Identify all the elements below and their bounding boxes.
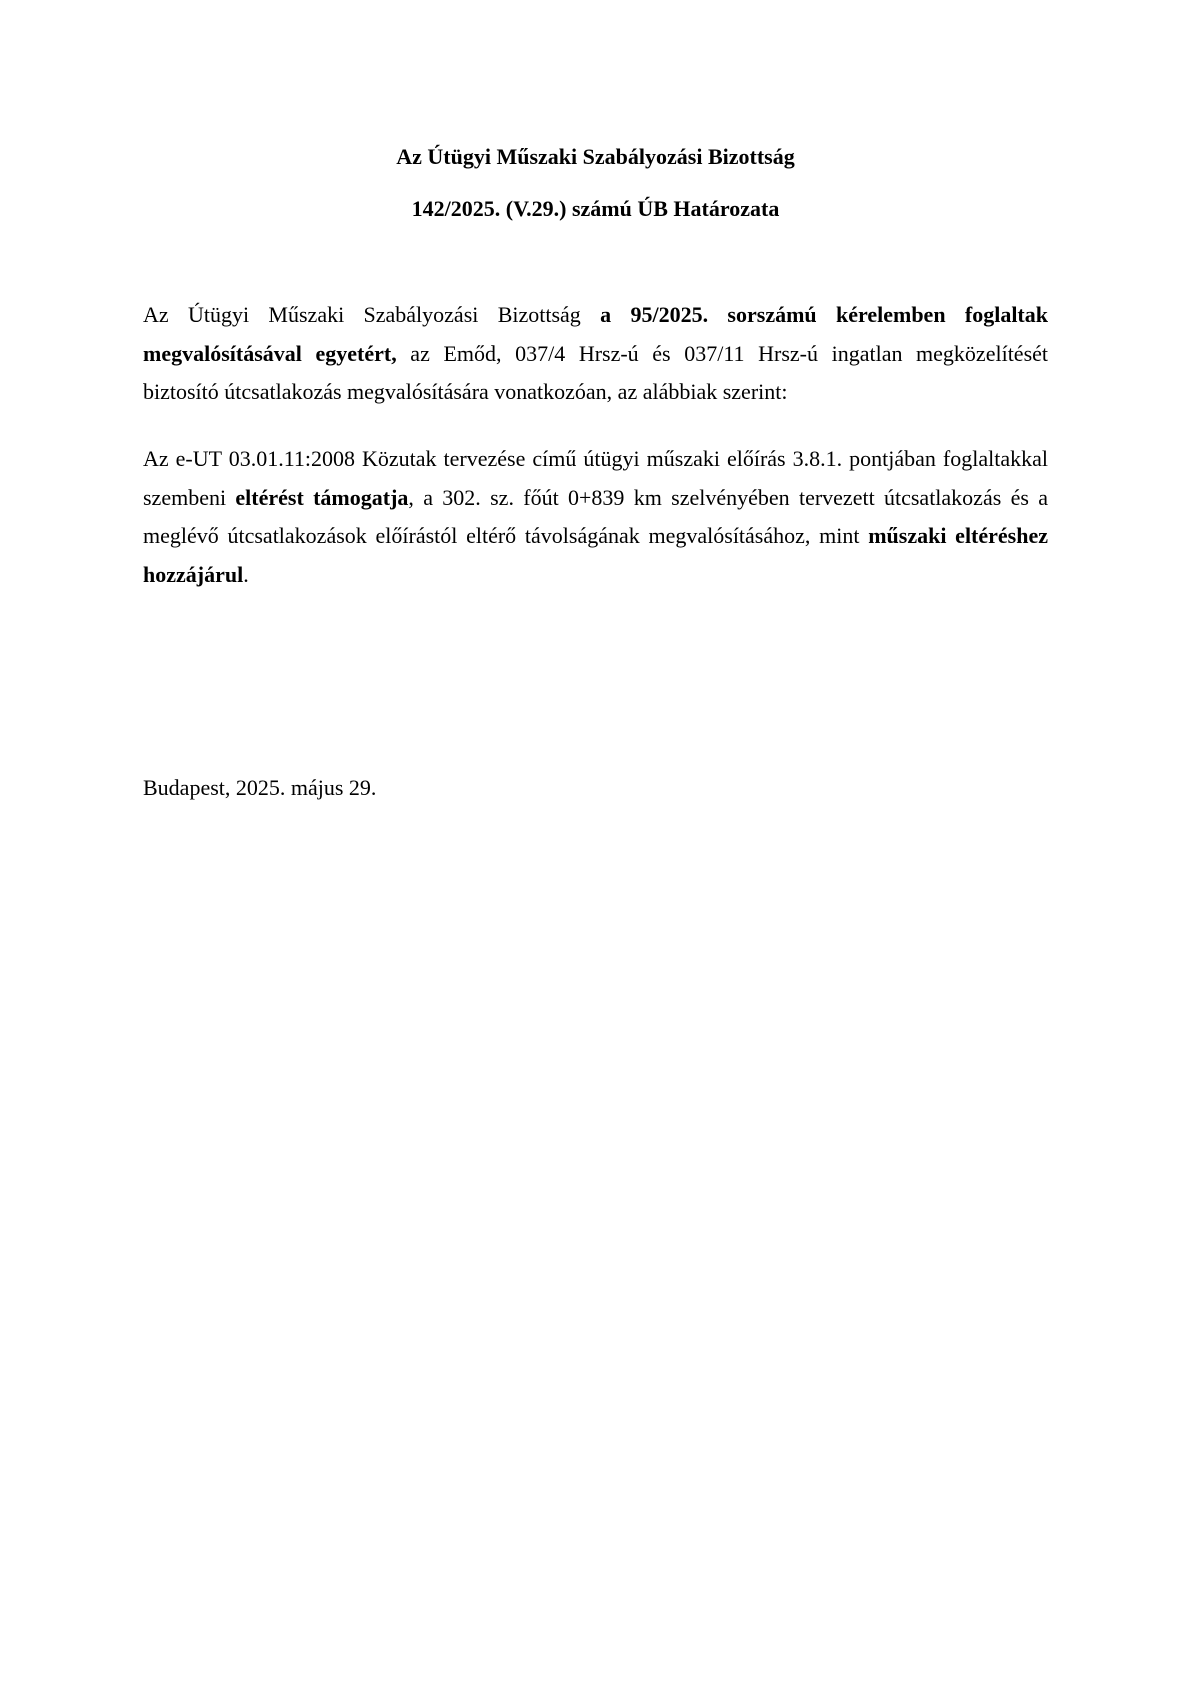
paragraph-1-text-rest: az Emőd, 037/4 Hrsz-ú és 037/11 Hrsz-ú ingatlan megközelítését biztosító útcsatlakozás megvalósítására vonatkozóan, az alábbiak szerint: — [143, 340, 1049, 404]
paragraph-2-text-intro: Az e-UT 03.01.11:2008 Közutak tervezése című útügyi műszaki előírás 3.8.1. pontjában foglaltakkal szembeni — [143, 446, 1048, 510]
paragraph-2-text-bold-consent: műszaki eltéréshez hozzájárul — [143, 523, 1048, 587]
paragraph-1-text-bold: a 95/2025. sorszámú kérelemben foglaltak megvalósításával egyetért, — [143, 302, 1048, 366]
resolution-paragraph-1 — [143, 296, 1048, 412]
paragraph-2-text-middle: , a 302. sz. főút 0+839 km szelvényében tervezett útcsatlakozás és a meglévő útcsatlakozások előírástól eltérő távolságának megvalósításához, mint — [143, 484, 1048, 548]
place-and-date: Budapest, 2025. május 29. — [143, 775, 377, 800]
resolution-paragraph-2 — [143, 440, 1048, 594]
paragraph-1-text-intro: Az Útügyi Műszaki Szabályozási Bizottság — [143, 302, 601, 327]
paragraph-2-text-bold-support: eltérést támogatja — [235, 484, 409, 510]
paragraph-2-text-end: . — [243, 561, 249, 587]
document-title-resolution: 142/2025. (V.29.) számú ÚB Határozata — [411, 196, 780, 221]
document-title-committee: Az Útügyi Műszaki Szabályozási Bizottság — [396, 144, 795, 169]
